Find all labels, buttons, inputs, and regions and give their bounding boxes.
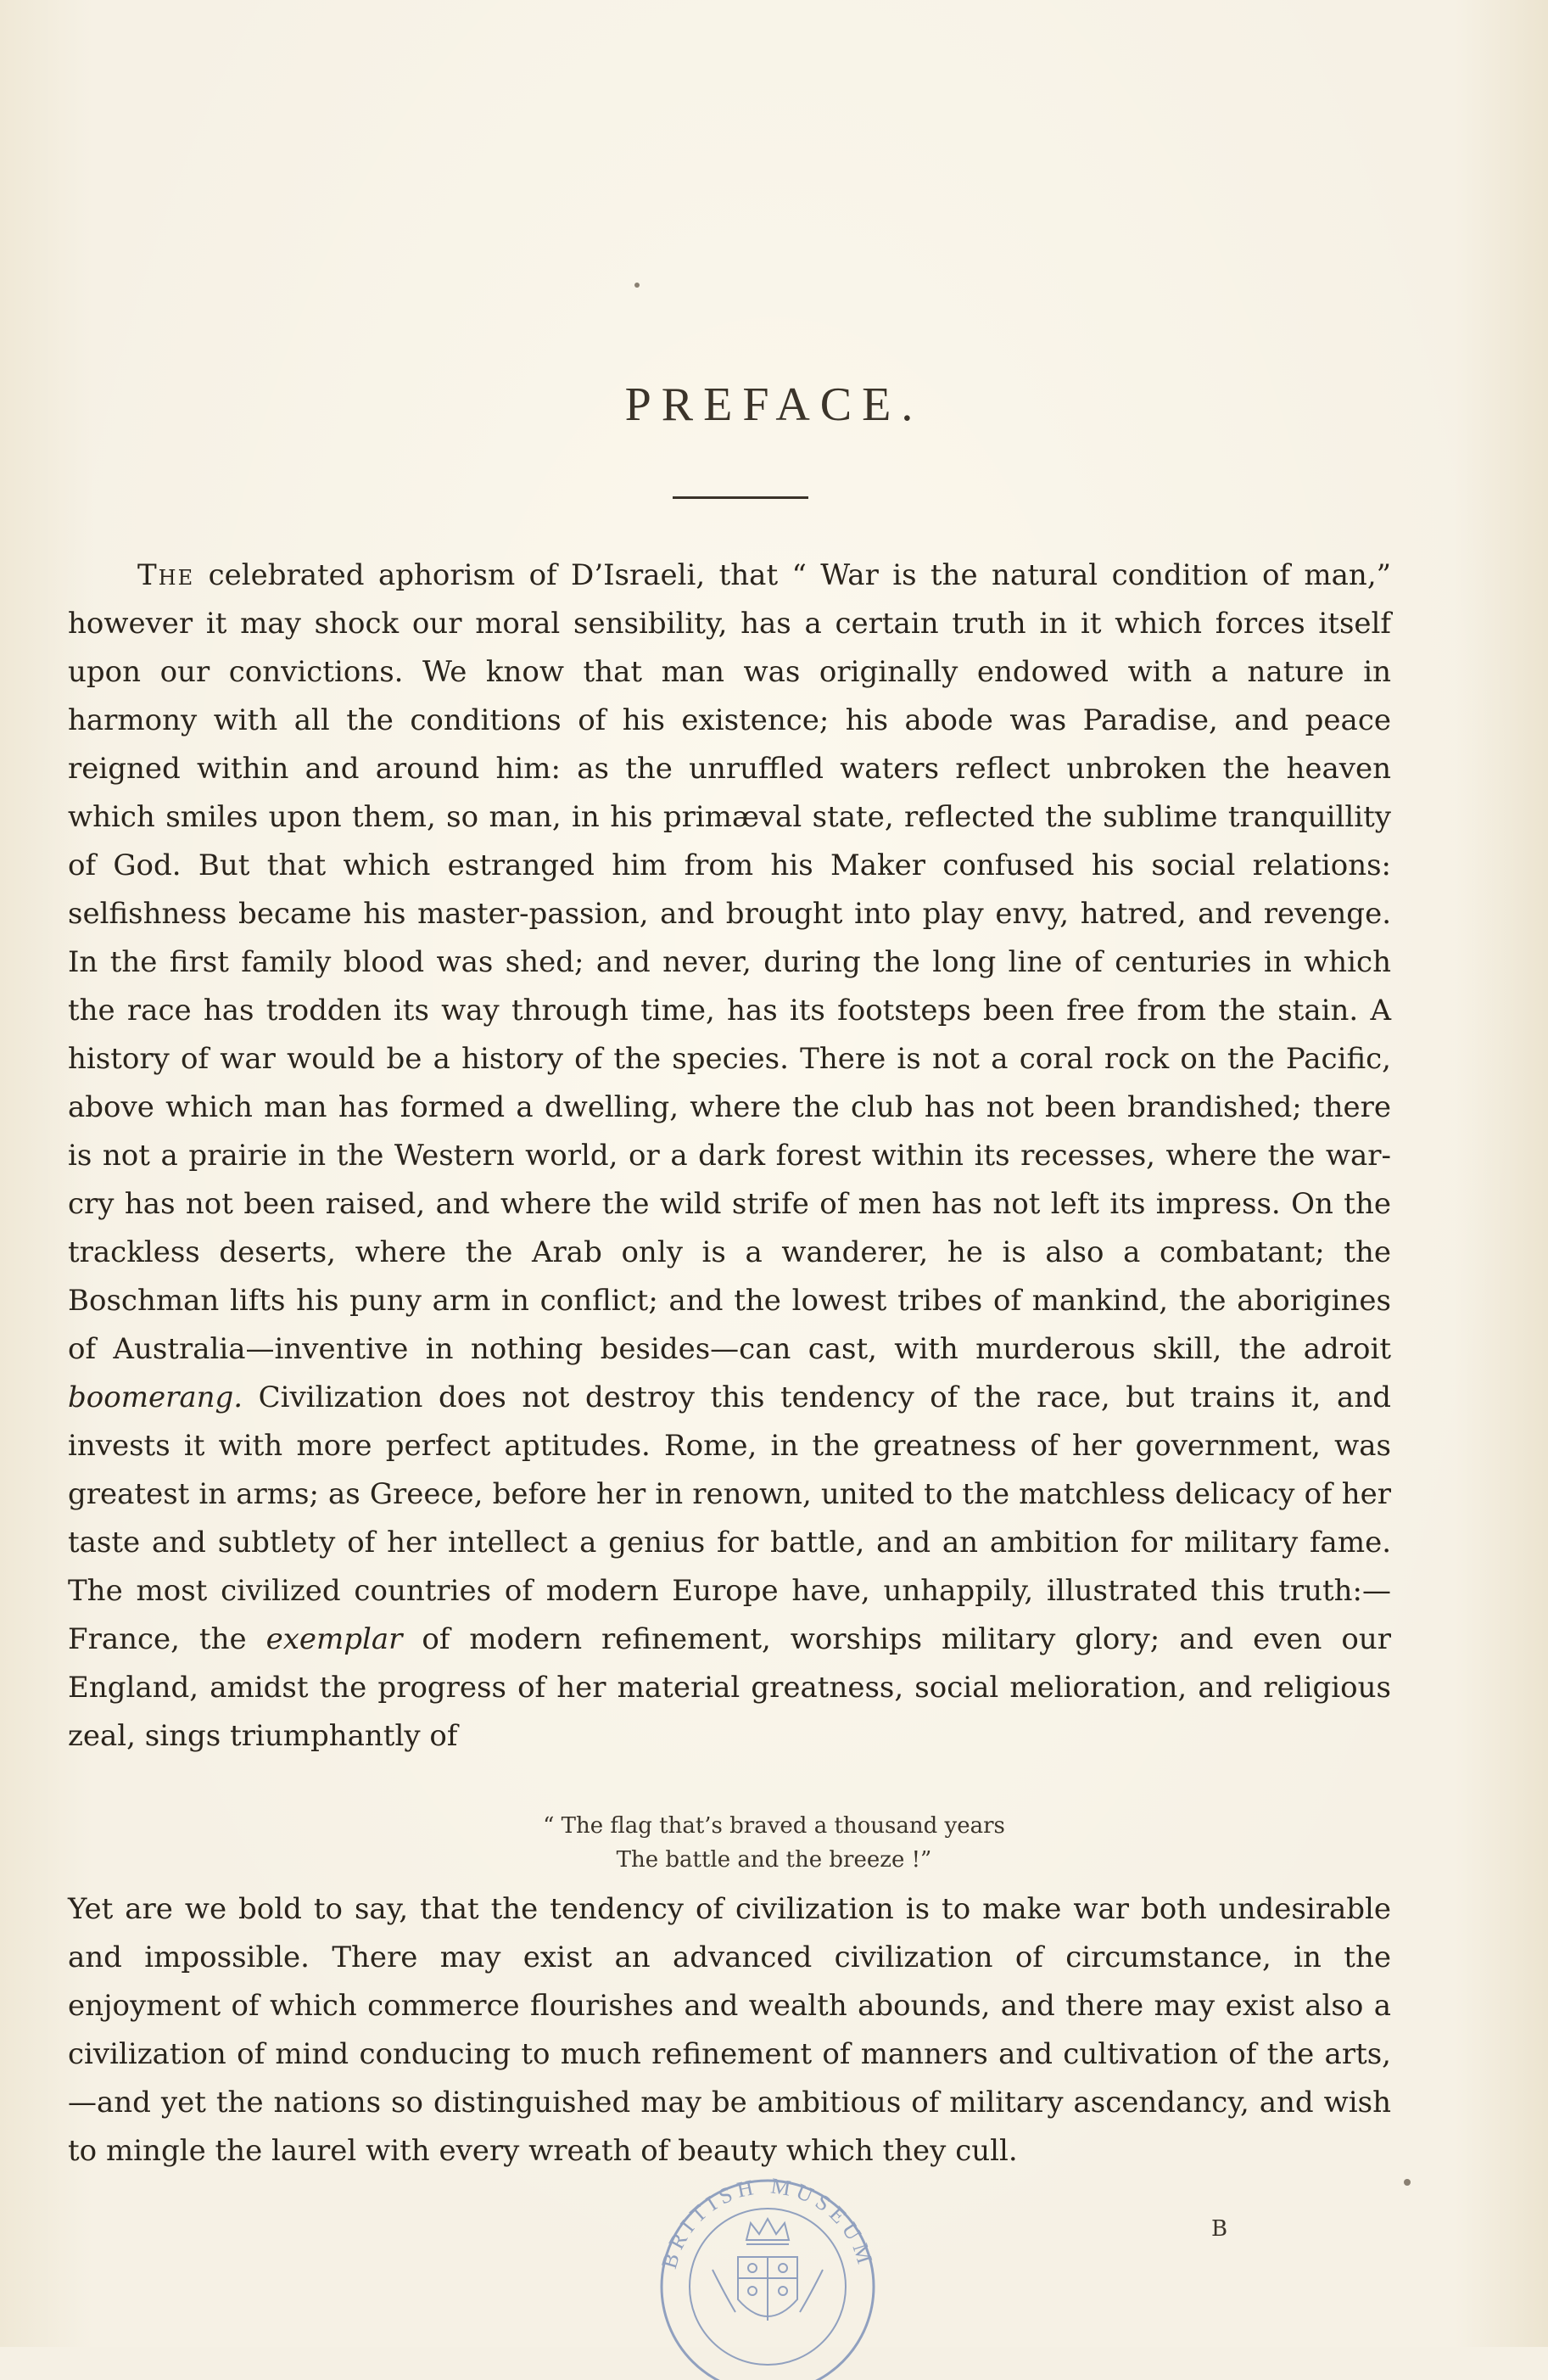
paragraph-1-text-3: of modern refinement, worships military glory; and even our England, amidst the progress of her material greatness, social melioration, and religious zeal, sings triumphantly of [68, 1622, 1391, 1753]
quote-line-2: The battle and the breeze !” [616, 1847, 932, 1873]
paragraph-1-text: celebrated aphorism of D’Israeli, that “ War is the natural condition of man,” however it may shock our moral sensibility, has a certain truth in it which forces itself upon our convictions. We know that man was originally endowed with a nature in harmony with all the conditions of his existence; his abode was Paradise, and peace reigned within and around him: as the unruffled waters reflect unbroken the heaven which smiles upon them, so man, in his primæval state, reflected the sublime tranquillity of God. But that which estranged him from his Maker confused his social relations: selfishness became his master-passion, and brought into play envy, hatred, and revenge. In the first family blood was shed; and never, during the long line of centuries in which the race has trodden its way through time, has its footsteps been free from the stain. A history of war would be a history of the species. There is not a coral rock on the Pacific, above which man has formed a dwelling, where the club has not been brandished; there is not a prairie in the Western world, or a dark forest within its recesses, where the war-cry has not been raised, and where the wild strife of men has not left its impress. On the trackless deserts, where the Arab only is a wanderer, he is also a combatant; the Boschman lifts his puny arm in conflict; and the lowest tribes of mankind, the aborigines of Australia—inventive in nothing besides—can cast, with murderous skill, the adroit [68, 558, 1392, 1366]
ink-speck [1404, 2179, 1411, 2186]
title-rule [673, 496, 808, 499]
stamp-text: BRITISH MUSEUM [657, 2173, 880, 2272]
paragraph-1-text-2: Civilization does not destroy this tendency of the race, but trains it, and invests it with more perfect aptitudes. Rome, in the greatness of her government, was greatest in arms; as Greece, before her in renown, united to the matchless delicacy of her taste and subtlety of her intellect a genius for battle, and an ambition for military fame. The most civilized countries of modern Europe have, unhappily, illustrated this truth:—France, the [68, 1380, 1391, 1656]
quote-line-1: “ The flag that’s braved a thousand years [543, 1813, 1005, 1839]
library-stamp [640, 2159, 895, 2380]
preface-paragraph-2: Yet are we bold to say, that the tendency of civilization is to make war both undesirable and impossible. There may exist an advanced civilization of circumstance, in the enjoyment of which commerce flourishes and wealth abounds, and there may exist also a civilization of mind conducing to much refinement of manners and cultivation of the arts,—and yet the nations so distinguished may be ambitious of military ascendancy, and wish to mingle the laurel with every wreath of beauty which they cull. [68, 1892, 1391, 2168]
lead-word: The [137, 558, 195, 592]
verse-quote [0, 1809, 1548, 1877]
ink-speck [634, 283, 640, 288]
italic-exemplar: exemplar [265, 1622, 403, 1656]
page-title: PREFACE. [624, 378, 924, 431]
crown-icon [746, 2219, 789, 2244]
crest-icon [713, 2257, 823, 2321]
signature-mark: B [1211, 2216, 1228, 2242]
italic-boomerang: boomerang. [68, 1380, 243, 1414]
preface-paragraph-1 [68, 552, 1391, 1761]
